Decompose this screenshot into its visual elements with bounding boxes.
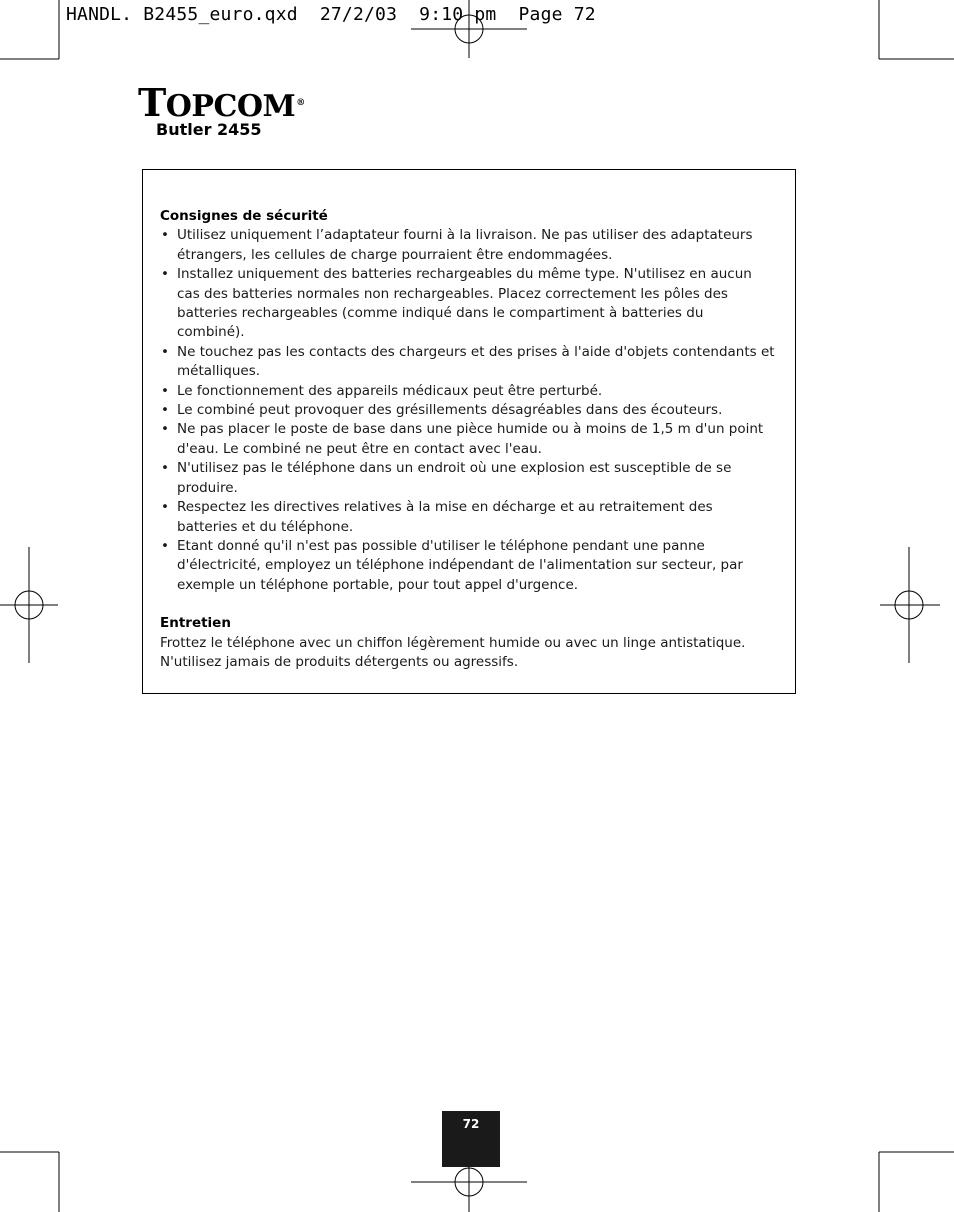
bullet-icon: •: [161, 402, 169, 419]
bullet-icon: •: [161, 421, 169, 438]
bullet-icon: •: [161, 227, 169, 244]
logo-initial: T: [138, 80, 166, 125]
bullet-icon: •: [161, 266, 169, 283]
maintenance-line: N'utilisez jamais de produits détergents ou agressifs.: [160, 653, 519, 670]
bullet-icon: •: [161, 499, 169, 516]
safety-content: [160, 207, 775, 672]
safety-item: • Le combiné peut provoquer des grésillements désagréables dans des écouteurs.: [160, 401, 775, 420]
safety-item: • Respectez les directives relatives à la mise en décharge et au retraitement des batteries et du téléphone.: [161, 499, 713, 535]
maintenance-line: Frottez le téléphone avec un chiffon légèrement humide ou avec un linge antistatique.: [160, 634, 746, 651]
safety-item: • Ne pas placer le poste de base dans une pièce humide ou à moins de 1,5 m d'un point d'eau. Le combiné ne peut être en contact avec l'eau.: [161, 421, 764, 457]
maintenance-heading: Entretien: [160, 615, 231, 632]
safety-item: • N'utilisez pas le téléphone dans un endroit où une explosion est susceptible de se produire.: [161, 460, 732, 496]
safety-item: • Installez uniquement des batteries rechargeables du même type. N'utilisez en aucun cas des batteries normales non rechargeables. Placez correctement les pôles des batteries rechargeables (comme indiqué dans le compartiment à batteries du combiné).: [161, 266, 752, 341]
bullet-icon: •: [161, 537, 169, 554]
bullet-icon: •: [161, 343, 169, 360]
safety-item: • Utilisez uniquement l’adaptateur fourni à la livraison. Ne pas utiliser des adaptateurs étrangers, les cellules de charge pourraient être endommagées.: [161, 227, 753, 263]
safety-heading: Consignes de sécurité: [160, 208, 328, 224]
safety-item: • Etant donné qu'il n'est pas possible d'utiliser le téléphone pendant une panne d'électricité, employez un téléphone indépendant de l'alimentation sur secteur, par exemple un téléphone portable, pour tout appel d'urgence.: [161, 537, 743, 593]
bullet-icon: •: [161, 382, 169, 399]
registered-mark: ®: [296, 98, 305, 108]
safety-list: [160, 226, 775, 595]
page-number: 72: [442, 1111, 500, 1167]
print-slug-line: HANDL. B2455_euro.qxd 27/2/03 9:10 pm Page 72: [66, 4, 596, 25]
logo-rest: OPCOM: [165, 89, 296, 124]
bullet-icon: •: [161, 460, 169, 477]
product-model: Butler 2455: [156, 120, 262, 139]
safety-item: • Le fonctionnement des appareils médicaux peut être perturbé.: [160, 382, 775, 401]
topcom-logo: [138, 80, 305, 125]
safety-item: • Ne touchez pas les contacts des chargeurs et des prises à l'aide d'objets contendants et métalliques.: [161, 343, 775, 380]
